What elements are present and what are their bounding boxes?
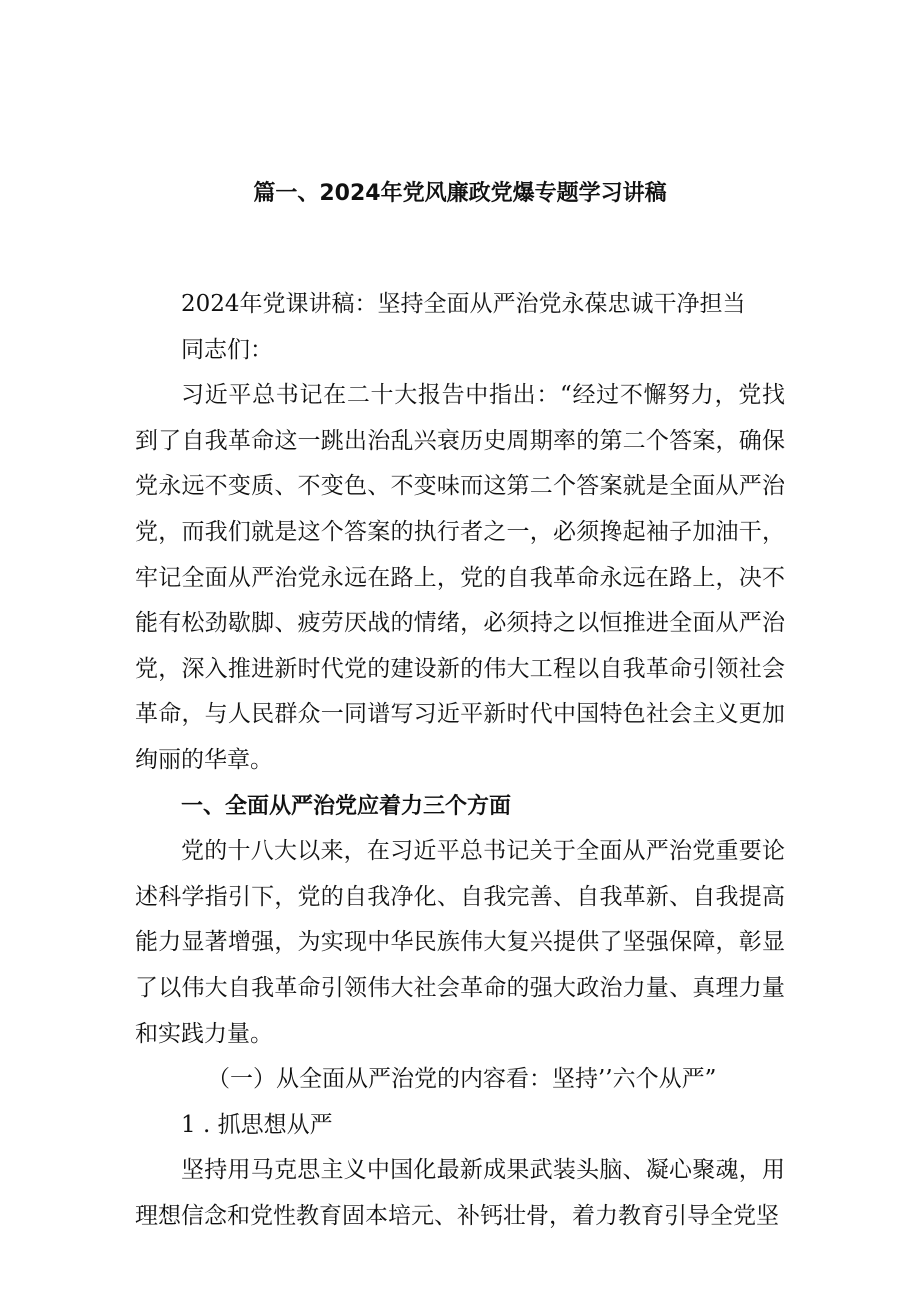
document-title: 篇一、2024年党风廉政党爆专题学习讲稿 — [253, 181, 667, 206]
greeting: 同志们： — [181, 336, 273, 363]
subsection-heading-1: （一）从全面从严治党的内容看：坚持’’六个从严” — [207, 1066, 717, 1093]
paragraph-1: 习近平总书记在二十大报告中指出：“经过不懈努力，党找到了自我革命这一跳出治乱兴衰历史周期率的第二个答案，确保党永远不变质、不变色、不变味而这第二个答案就是全面从严治党，而我们就是这个答案的执行者之一，必须搀起袖子加油干，牢记全面从严治党永远在路上，党的自我革命永远在路上，决不能有松劲歇脚、疲劳厌战的情绪，必须持之以恒推进全面从严治党，深入推进新时代党的建设新的伟大工程以自我革命引领社会革命，与人民群众一同谱写习近平新时代中国特色社会主义更加绚丽的华章。 — [135, 382, 785, 773]
item-heading-1: 1 . 抓思想从严 — [181, 1111, 333, 1138]
document-subtitle: 2024年党课讲稿：坚持全面从严治党永葆忠诚干净担当 — [181, 291, 746, 317]
paragraph-2: 党的十八大以来，在习近平总书记关于全面从严治党重要论述科学指引下，党的自我净化、自我完善、自我革新、自我提高能力显著增强，为实现中华民族伟大复兴提供了坚强保障，彰显了以伟大自我革命引领伟大社会革命的强大政治力量、真理力量和实践力量。 — [135, 838, 785, 1047]
document-body — [135, 282, 785, 1239]
paragraph-3: 坚持用马克思主义中国化最新成果武装头脑、凝心聚魂，用理想信念和党性教育固本培元、补钙壮骨，着力教育引导全党坚 — [135, 1157, 785, 1229]
section-heading-1: 一、全面从严治党应着力三个方面 — [181, 793, 512, 819]
